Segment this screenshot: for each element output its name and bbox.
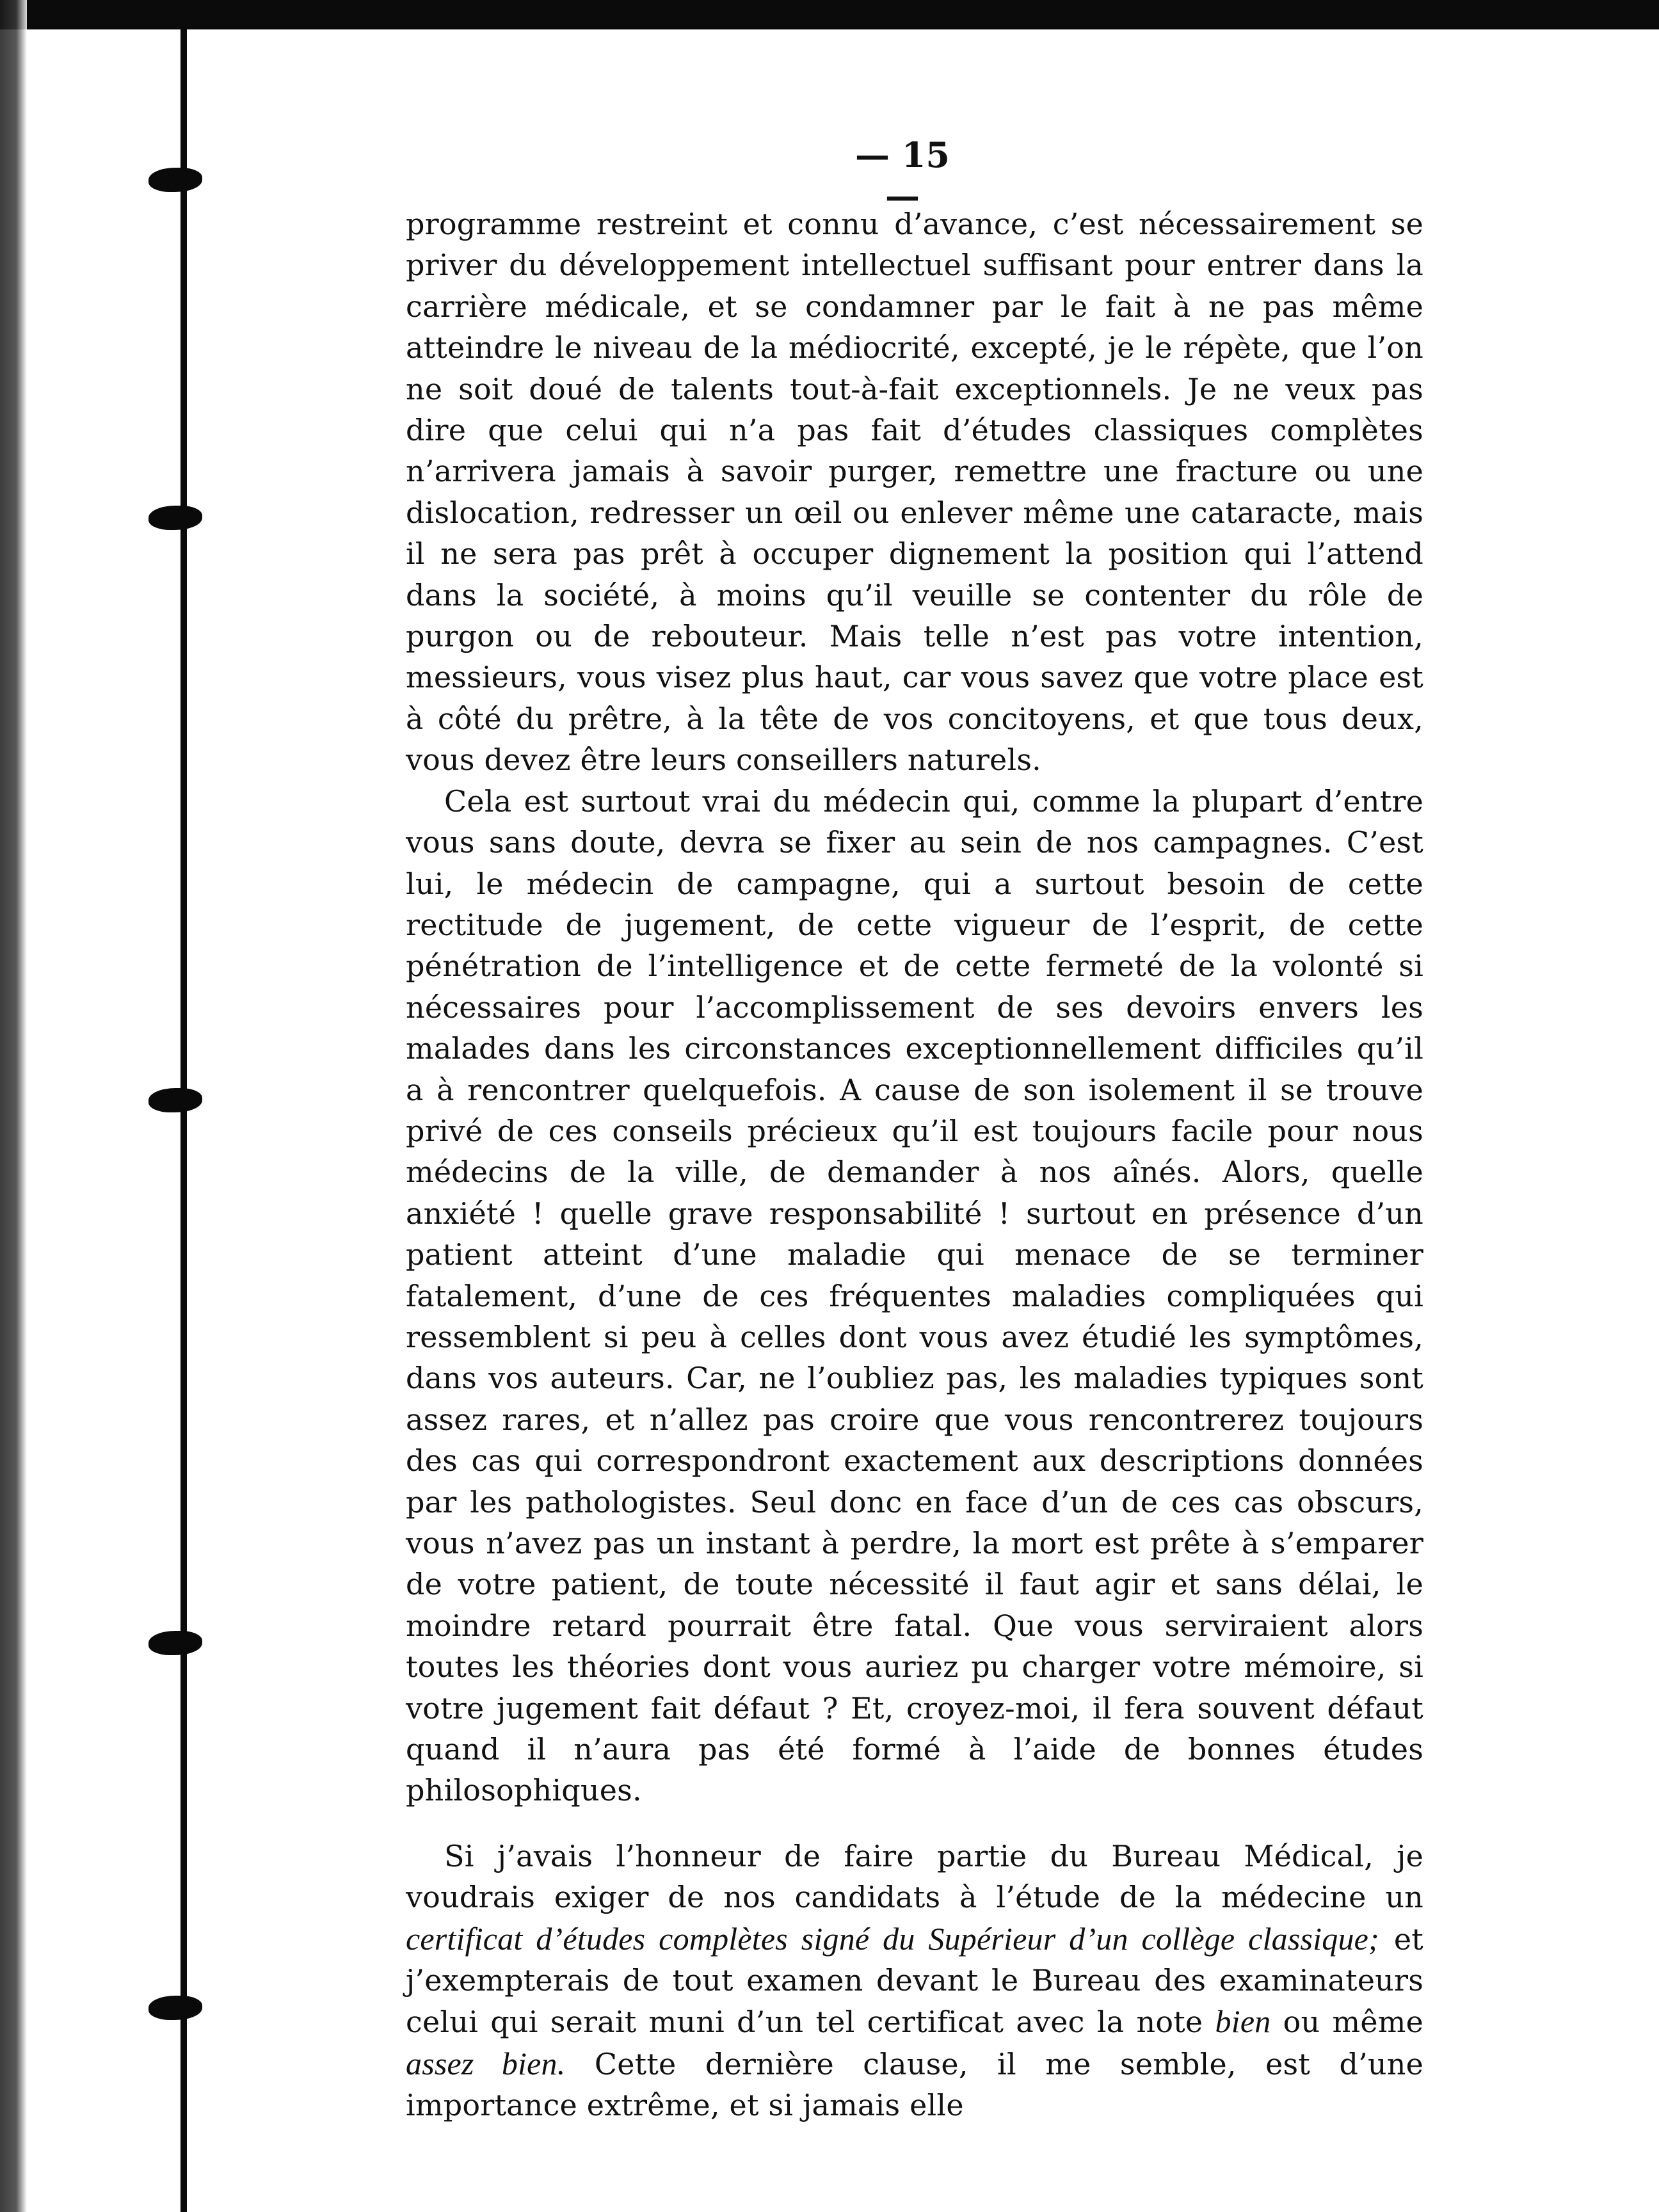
paragraph	[406, 781, 1423, 1811]
italic-phrase: bien	[1215, 2003, 1271, 2040]
body-text	[406, 204, 1423, 2126]
paragraph	[406, 1836, 1423, 2126]
binding-clip	[148, 168, 202, 192]
italic-phrase: certificat d’études complètes signé du Supérieur d’un collège classique;	[406, 1920, 1379, 1957]
binding-line	[180, 26, 187, 2212]
paragraph-text: Cette dernière clause, il me semble, est d’une importance extrême, et si jamais elle	[406, 2046, 1423, 2123]
paragraph-text: programme restreint et connu d’avance, c’est nécessairement se priver du développement intellectuel suffisant pour entrer dans la carrière médicale, et se condamner par le fait à ne pas même atteindre le niveau de la médiocrité, excepté, je le répète, que l’on ne soit doué de talents tout-à-fait exceptionnels. Je ne veux pas dire que celui qui n’a pas fait d’études classiques complètes n’arrivera jamais à savoir purger, remettre une fracture ou une dislocation, redresser un œil ou enlever même une cataracte, mais il ne sera pas prêt à occuper dignement la position qui l’attend dans la société, à moins qu’il veuille se contenter du rôle de purgon ou de rebouteur. Mais telle n’est pas votre intention, messieurs, vous visez plus haut, car vous savez que votre place est à côté du prêtre, à la tête de vos concitoyens, et que tous deux, vous devez être leurs conseillers naturels.	[406, 207, 1423, 778]
paragraph-text: ou même	[1270, 2005, 1423, 2040]
paragraph-text: Cela est surtout vrai du médecin qui, comme la plupart d’entre vous sans doute, devra se fixer au sein de nos campagnes. C’est lui, le médecin de campagne, qui a surtout besoin de cette rectitude de jugement, de cette vigueur de l’esprit, de cette pénétration de l’intelligence et de cette fermeté de la volonté si nécessaires pour l’accomplissement de ses devoirs envers les malades dans les circonstances exceptionnellement difficiles qu’il a à rencontrer quelquefois. A cause de son isolement il se trouve privé de ces conseils précieux qu’il est toujours facile pour nous médecins de la ville, de demander à nos aînés. Alors, quelle anxiété ! quelle grave responsabilité ! surtout en présence d’un patient atteint d’une maladie qui menace de se terminer fatalement, d’une de ces fréquentes maladies compliquées qui ressemblent si peu à celles dont vous avez étudié les symptômes, dans vos auteurs. Car, ne l’oubliez pas, les maladies typiques sont assez rares, et n’allez pas croire que vous rencontrerez toujours des cas qui correspondront exactement aux descriptions données par les pathologistes. Seul donc en face d’un de ces cas obscurs, vous n’avez pas un instant à perdre, la mort est prête à s’emparer de votre patient, de toute nécessité il faut agir et sans délai, le moindre retard pourrait être fatal. Que vous serviraient alors toutes les théories dont vous auriez pu charger votre mémoire, si votre jugement fait défaut ? Et, croyez-moi, il fera souvent défaut quand il n’aura pas été formé à l’aide de bonnes études philosophiques.	[406, 783, 1423, 1808]
page-number: — 15 —	[855, 134, 950, 216]
binding-clip	[148, 1631, 202, 1655]
paragraph-text: et j’exempterais de tout examen devant le Bureau des examinateurs celui qui serait muni d’un tel certificat avec la note	[406, 1921, 1423, 2040]
scan-top-border	[0, 0, 1659, 29]
paragraph-text: Si j’avais l’honneur de faire partie du Bureau Médical, je voudrais exiger de nos candidats à l’étude de la médecine un	[406, 1838, 1423, 1915]
paragraph	[406, 204, 1423, 781]
binding-clip	[148, 506, 202, 530]
binding-clip	[148, 1996, 202, 2020]
binding-clip	[148, 1088, 202, 1112]
italic-phrase: assez bien.	[406, 2045, 566, 2081]
scan-left-shadow	[0, 0, 27, 2212]
